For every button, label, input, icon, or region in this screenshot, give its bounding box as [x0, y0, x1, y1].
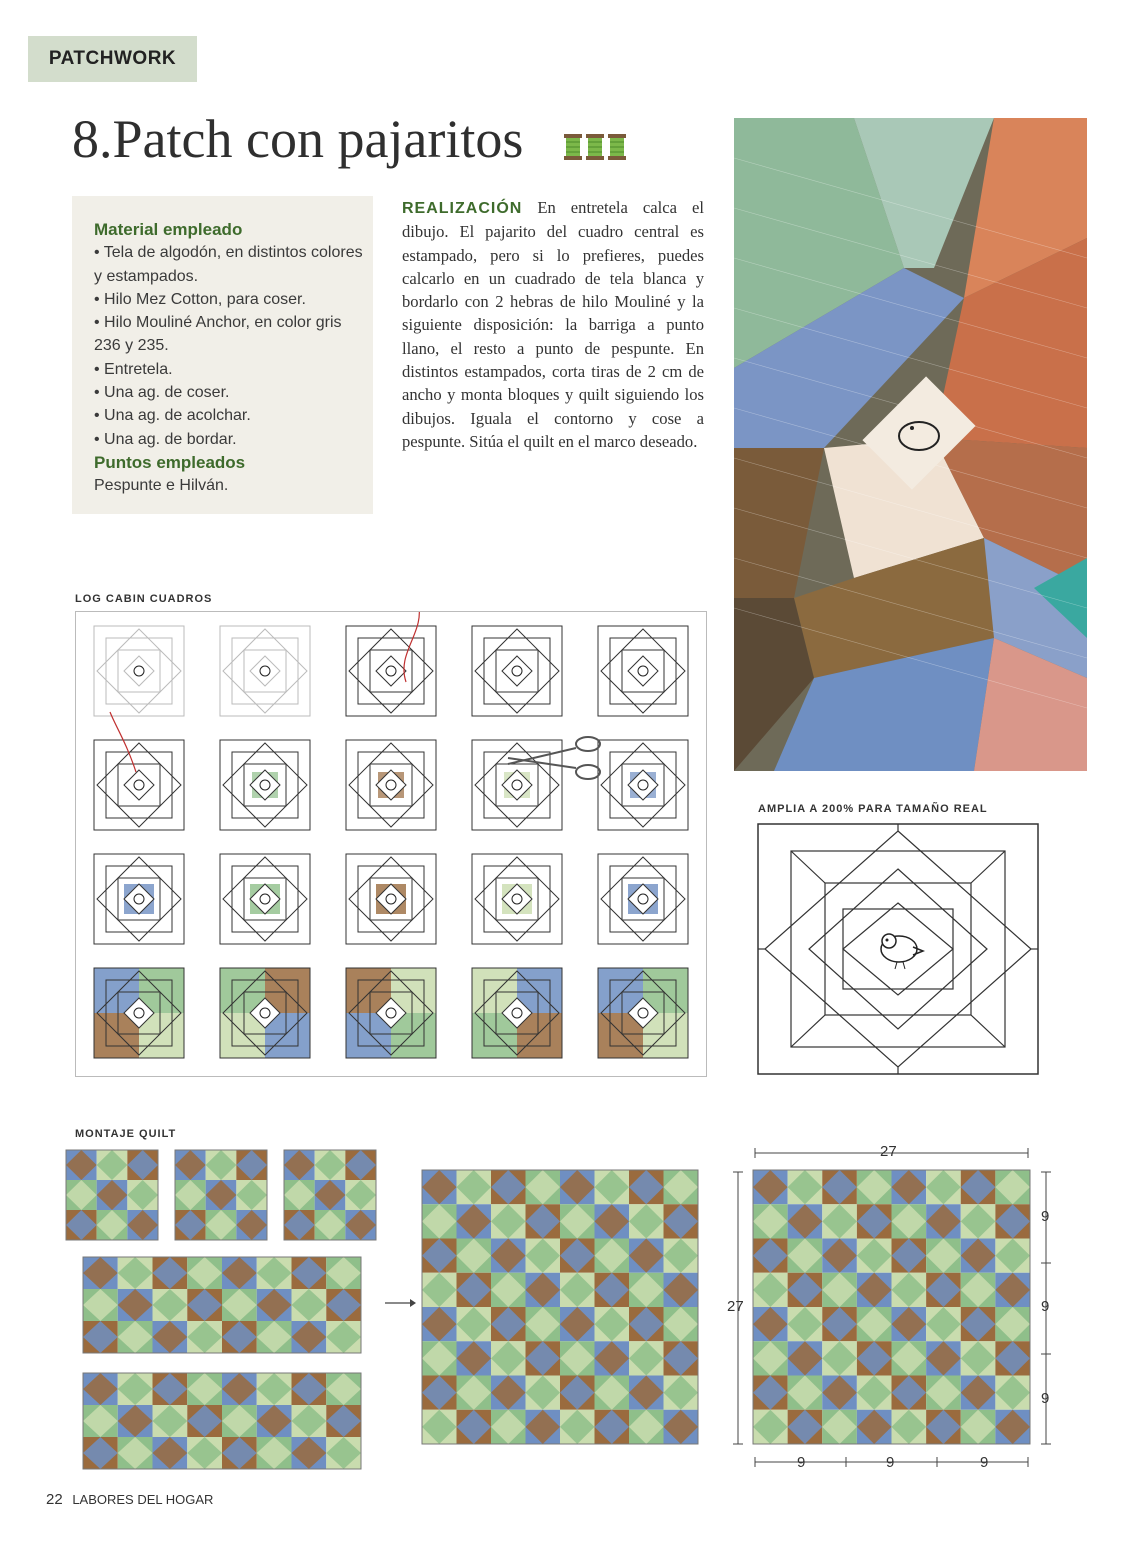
montaje-caption: MONTAJE QUILT — [75, 1128, 177, 1140]
instructions-text: En entretela calca el dibujo. El pajarito del cuadro central es estampado, pero si lo prefieres, puedes calcarlo en un cuadrado de tela blanca y bordarlo con 2 hebras de hilo Mouliné y la siguiente disposición: la barriga a punto llano, el resto a punto de pespunte. En distintos estampados, corta tiras de 2 cm de ancho y monta bloques y quilt siguiendo los dibujos. Iguala el contorno y cose a pespunte. Sitúa el quilt en el marco deseado. — [402, 198, 704, 451]
instructions-lead: REALIZACIÓN — [402, 200, 523, 217]
quilt-assembled — [422, 1170, 698, 1444]
material-heading: Material empleado — [94, 220, 243, 239]
material-item: • Hilo Mez Cotton, para coser. — [94, 290, 306, 308]
page-title: 8.Patch con pajaritos — [72, 109, 524, 169]
material-item: • Una ag. de bordar. — [94, 430, 237, 448]
material-item: • Una ag. de coser. — [94, 384, 230, 402]
dim-height: 27 — [727, 1298, 744, 1315]
dim-right-1: 9 — [1041, 1208, 1050, 1225]
quilt-row — [83, 1257, 361, 1353]
stitches-text: Pespunte e Hilván. — [94, 477, 229, 495]
publication-name: LABORES DEL HOGAR — [72, 1492, 214, 1507]
quilt-block — [284, 1150, 376, 1240]
material-item: • Hilo Mouliné Anchor, en color gris 236 y 235. — [94, 314, 342, 355]
quilt-block — [175, 1150, 267, 1240]
arrow-right-icon — [385, 1299, 416, 1307]
dim-bottom-3: 9 — [980, 1454, 989, 1471]
page-footer — [46, 1491, 213, 1508]
log-cabin-caption: LOG CABIN CUADROS — [75, 593, 213, 605]
dim-right-3: 9 — [1041, 1390, 1050, 1407]
enlarge-caption: AMPLIA A 200% PARA TAMAÑO REAL — [758, 803, 988, 815]
material-item: • Una ag. de acolchar. — [94, 407, 251, 425]
material-item: • Tela de algodón, en distintos colores y estampados. — [94, 244, 363, 285]
dim-bottom-2: 9 — [886, 1454, 895, 1471]
dim-right-2: 9 — [1041, 1298, 1050, 1315]
dim-bottom-1: 9 — [797, 1454, 806, 1471]
page-number: 22 — [46, 1491, 63, 1508]
dim-width: 27 — [880, 1143, 897, 1160]
quilt-final — [753, 1170, 1030, 1444]
section-tag: PATCHWORK — [28, 36, 197, 82]
material-item: • Entretela. — [94, 360, 173, 378]
quilt-row — [83, 1373, 361, 1469]
quilt-block — [66, 1150, 158, 1240]
stitches-heading: Puntos empleados — [94, 452, 246, 472]
